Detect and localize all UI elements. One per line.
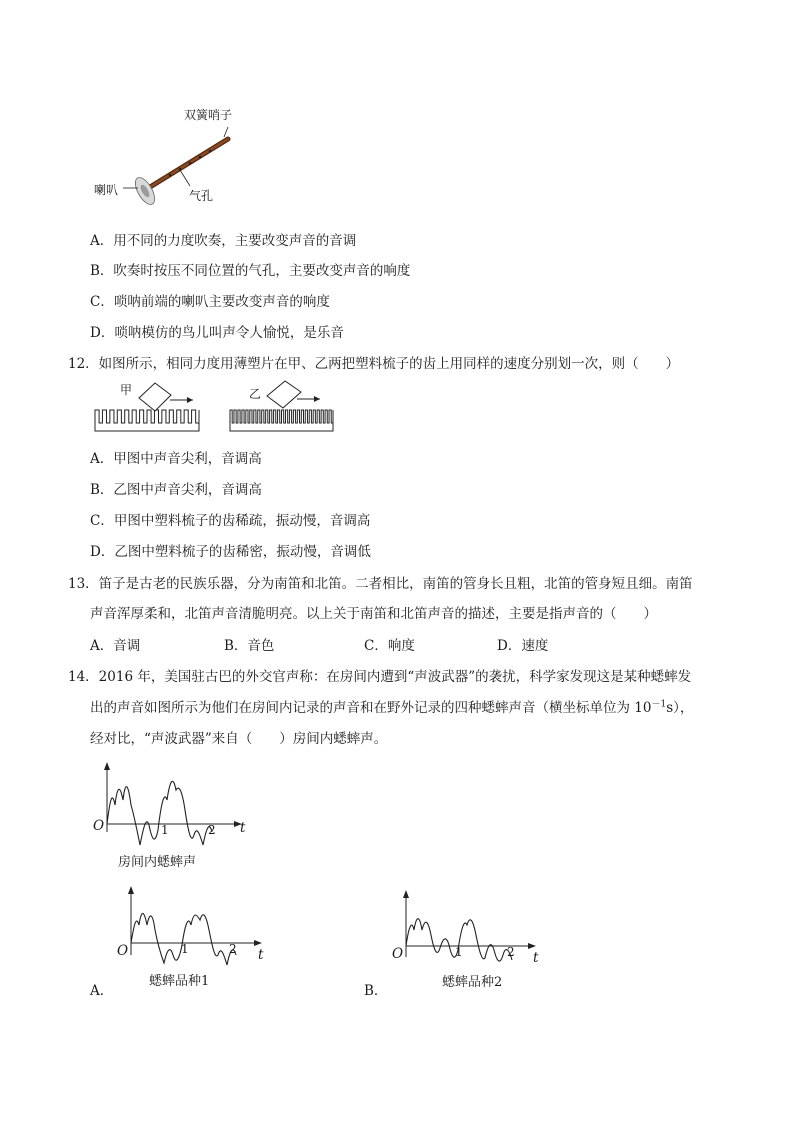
q13-option-b: B．音色 [224,638,275,654]
q12-option-b: B．乙图中声音尖利，音调高 [90,482,262,498]
q14-option-a-label: A． [90,983,114,999]
graph-a-tick-2: 2 [229,942,237,956]
label-jia: 甲 [120,383,133,397]
q11-option-a: A．用不同的力度吹奏，主要改变声音的音调 [90,233,357,249]
q12-option-c: C．甲图中塑料梳子的齿稀疏，振动慢，音调高 [90,513,371,529]
graph-b-tick-1: 1 [455,945,463,959]
graph-b-caption: 蟋蟀品种2 [442,975,503,990]
graph-room-origin: O [93,818,105,834]
q13-stem-line1: 13．笛子是古老的民族乐器，分为南笛和北笛。二者相比，南笛的管身长且粗，北笛的管身短且细。南笛 [68,576,693,592]
q12-option-d: D．乙图中塑料梳子的齿稀密，振动慢，音调低 [90,544,371,560]
graph-a-origin: O [117,943,129,959]
q11-option-c: C．唢呐前端的喇叭主要改变声音的响度 [90,294,330,310]
graph-room-tick-1: 1 [161,823,169,837]
q13-option-a: A．音调 [90,638,141,654]
q13-option-c: C．响度 [364,638,415,654]
graph-room-tick-2: 2 [208,823,216,837]
graph-a-t: t [258,947,264,963]
label-yi: 乙 [249,387,262,401]
graph-b-t: t [533,950,539,966]
q11-option-b: B．吹奏时按压不同位置的气孔，主要改变声音的响度 [90,263,411,279]
q14-stem-line1: 14．2016 年，美国驻古巴的外交官声称：在房间内遭到“声波武器”的袭扰，科学家发现这是某种蟋蟀发 [68,669,692,685]
q13-option-d: D．速度 [497,638,549,654]
q14-stem-line3: 经对比，“声波武器”来自（ ）房间内蟋蟀声。 [90,731,388,747]
q14-option-b-label: B． [364,983,388,999]
label-bell: 喇叭 [94,183,119,197]
graph-b-tick-2: 2 [507,945,515,959]
graph-a-tick-1: 1 [181,942,189,956]
q13-stem-line2: 声音浑厚柔和，北笛声音清脆明亮。以上关于南笛和北笛声音的描述，主要是指声音的（ ） [90,606,657,622]
q12-option-a: A．甲图中声音尖利，音调高 [90,451,262,467]
graph-a-caption: 蟋蟀品种1 [149,974,210,989]
graph-room-t: t [240,820,246,836]
label-reed: 双簧哨子 [184,108,233,122]
q11-option-d: D．唢呐模仿的鸟儿叫声令人愉悦，是乐音 [90,325,344,341]
graph-b-origin: O [392,946,404,962]
label-hole: 气孔 [189,189,214,203]
q12-stem: 12．如图所示，相同力度用薄塑片在甲、乙两把塑料梳子的齿上用同样的速度分别划一次，则（ ） [68,356,680,372]
q14-stem-line2: 出的声音如图所示为他们在房间内记录的声音和在野外记录的四种蟋蟀声音（横坐标单位为 $10^{-1}s$）， [90,699,694,716]
graph-room-caption: 房间内蟋蟀声 [118,855,197,870]
